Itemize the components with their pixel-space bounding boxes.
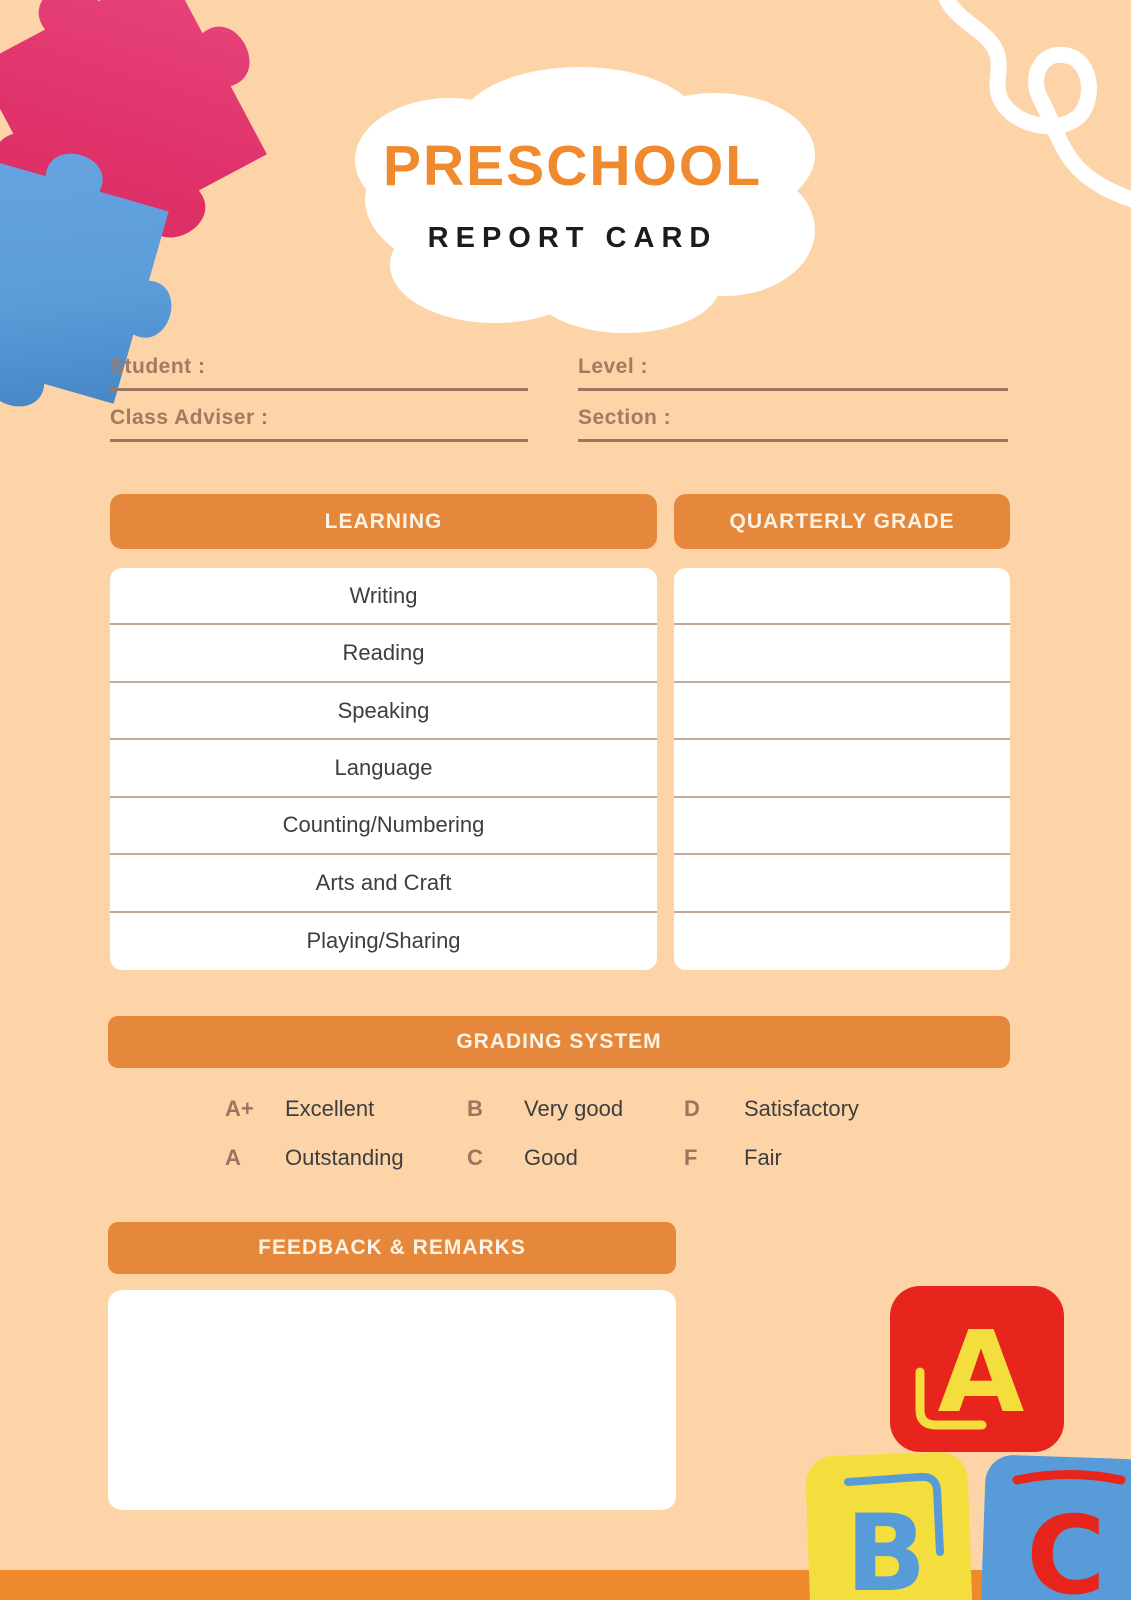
grade-meaning: Excellent [285, 1096, 375, 1121]
grade-cell[interactable] [674, 740, 1010, 797]
grade-meaning: Very good [524, 1096, 624, 1121]
abc-block-a-icon [888, 1284, 1066, 1454]
learning-list [110, 568, 657, 970]
feedback-remarks-header: FEEDBACK & REMARKS [108, 1222, 676, 1274]
grade-cell[interactable] [674, 683, 1010, 740]
grade-letter: A+ [225, 1096, 254, 1121]
subject-row: Arts and Craft [110, 855, 657, 912]
student-input[interactable] [110, 388, 528, 391]
quarterly-grade-header: QUARTERLY GRADE [674, 494, 1010, 549]
block-letter-b: B [845, 1492, 927, 1600]
class-adviser-field [110, 406, 528, 442]
grade-letter: D [684, 1096, 700, 1121]
block-letter-a: A [937, 1308, 1025, 1438]
title-cloud [325, 50, 820, 340]
grade-meaning: Satisfactory [744, 1096, 859, 1121]
level-field [578, 355, 1008, 391]
grading-system-header: GRADING SYSTEM [108, 1016, 1010, 1068]
level-input[interactable] [578, 388, 1008, 391]
subject-row: Language [110, 740, 657, 797]
learning-header: LEARNING [110, 494, 657, 549]
grade-cell[interactable] [674, 568, 1010, 625]
white-squiggle-icon [888, 0, 1131, 223]
grade-meaning: Fair [744, 1145, 782, 1170]
subject-row: Writing [110, 568, 657, 625]
grade-letter: F [684, 1145, 698, 1170]
section-input[interactable] [578, 439, 1008, 442]
grade-letter: A [225, 1145, 241, 1170]
student-field [110, 355, 528, 391]
class-adviser-input[interactable] [110, 439, 528, 442]
level-label: Level : [578, 355, 649, 378]
grade-cell[interactable] [674, 625, 1010, 682]
grade-meaning: Outstanding [285, 1145, 404, 1170]
grade-cell[interactable] [674, 798, 1010, 855]
feedback-remarks-box[interactable] [108, 1290, 676, 1510]
abc-block-b-icon [806, 1452, 972, 1600]
section-field [578, 406, 1008, 442]
subject-row: Playing/Sharing [306, 928, 461, 954]
student-label: Student : [110, 355, 206, 378]
section-label: Section : [578, 406, 672, 429]
subject-row: Reading [110, 625, 657, 682]
grade-cell[interactable] [674, 855, 1010, 912]
learning-grade-tables [110, 494, 1010, 970]
grade-meaning: Good [524, 1145, 578, 1170]
quarterly-grade-list [674, 568, 1010, 970]
grade-cell[interactable] [674, 913, 1010, 970]
grade-letter: B [467, 1096, 483, 1121]
grading-legend [110, 1096, 1010, 1171]
student-info-form [110, 355, 1008, 442]
subject-row: Counting/Numbering [110, 798, 657, 855]
block-letter-c: C [1026, 1494, 1106, 1600]
class-adviser-label: Class Adviser : [110, 406, 269, 429]
abc-block-c-icon [981, 1453, 1131, 1600]
grade-letter: C [467, 1145, 483, 1170]
page-subtitle: REPORT CARD [427, 222, 718, 254]
page-title: PRESCHOOL [382, 134, 763, 198]
subject-row: Speaking [110, 683, 657, 740]
